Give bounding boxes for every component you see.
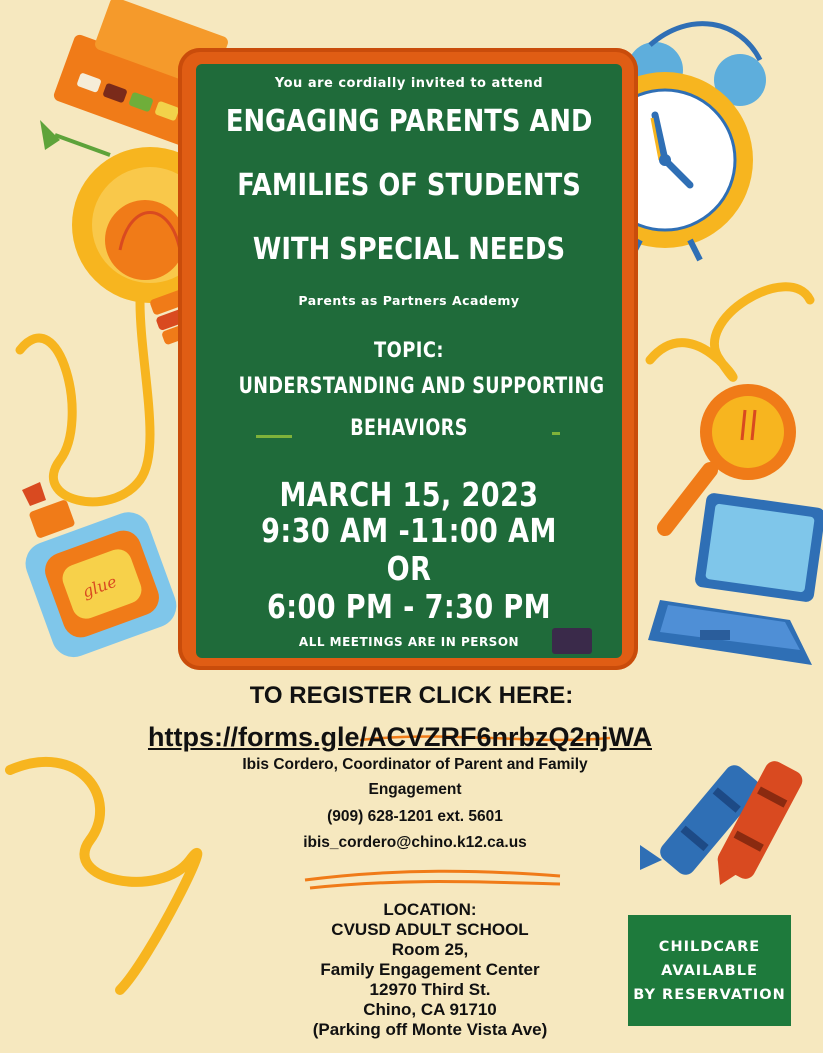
invitation-intro: You are cordially invited to attend	[274, 76, 544, 91]
orange-underline	[305, 871, 560, 888]
crayons-icon	[640, 758, 806, 885]
glue-label: glue	[79, 571, 120, 602]
topic-label: TOPIC:	[374, 338, 444, 362]
location-line-3: Family Engagement Center	[320, 960, 540, 979]
topic-line-1: UNDERSTANDING AND SUPPORTING	[238, 374, 605, 399]
location-line-6: (Parking off Monte Vista Ave)	[312, 1020, 548, 1039]
childcare-box	[628, 915, 791, 1026]
register-heading: TO REGISTER CLICK HERE:	[249, 682, 574, 709]
in-person-note: ALL MEETINGS ARE IN PERSON	[298, 635, 520, 649]
event-title-line-1: ENGAGING PARENTS AND	[225, 104, 593, 139]
academy-name: Parents as Partners Academy	[298, 293, 520, 308]
event-title-line-3: WITH SPECIAL NEEDS	[252, 232, 566, 267]
contact-name-line-2: Engagement	[368, 781, 462, 798]
event-date: MARCH 15, 2023	[279, 475, 539, 514]
childcare-line-2: AVAILABLE	[661, 962, 758, 979]
childcare-line-1: CHILDCARE	[658, 938, 761, 955]
location-line-4: 12970 Third St.	[369, 980, 491, 999]
location-line-5: Chino, CA 91710	[363, 1000, 497, 1019]
contact-phone: (909) 628-1201 ext. 5601	[327, 808, 503, 825]
yellow-squiggle-bottom	[10, 762, 197, 990]
yellow-squiggle-right	[650, 287, 810, 378]
location-label: LOCATION:	[383, 900, 477, 919]
contact-email: ibis_cordero@chino.k12.ca.us	[303, 834, 527, 851]
childcare-line-3: BY RESERVATION	[633, 986, 786, 1003]
registration-link[interactable]: https://forms.gle/ACVZRF6nrbzQ2njWA	[147, 722, 652, 752]
topic-line-2: BEHAVIORS	[350, 416, 468, 441]
or-separator: OR	[386, 549, 432, 588]
location-line-1: CVUSD ADULT SCHOOL	[331, 920, 529, 939]
location-line-2: Room 25,	[391, 940, 469, 959]
evening-session-time: 6:00 PM - 7:30 PM	[266, 587, 552, 626]
contact-name-line-1: Ibis Cordero, Coordinator of Parent and Family	[242, 756, 588, 773]
glue-bottle-icon	[19, 482, 182, 663]
morning-session-time: 9:30 AM -11:00 AM	[261, 511, 557, 550]
event-title-line-2: FAMILIES OF STUDENTS	[237, 168, 581, 203]
